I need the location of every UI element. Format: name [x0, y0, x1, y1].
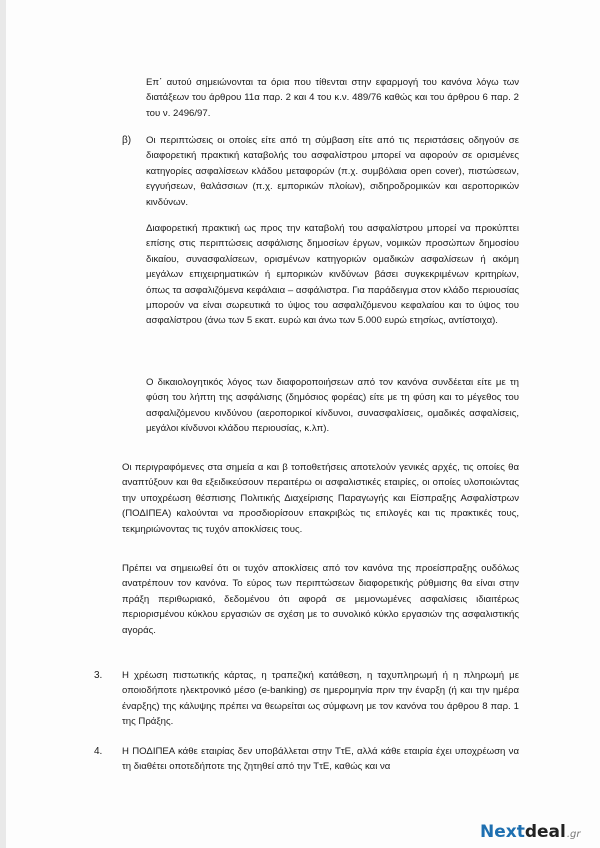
nextdeal-logo — [480, 822, 581, 842]
item-marker-b: β) — [122, 135, 132, 146]
logo-part-deal: deal — [524, 822, 566, 842]
paragraph-podipea: Η ΠΟΔΙΠΕΑ κάθε εταιρίας δεν υποβάλλεται στην ΤτΕ, αλλά κάθε εταιρία έχει υποχρέωση να τη διαθέτει οποτεδήποτε της ζητηθεί από την ΤτΕ, καθώς και να — [122, 746, 519, 773]
paragraph-general-principles: Οι περιγραφόμενες στα σημεία α και β τοποθετήσεις αποτελούν γενικές αρχές, τις οποίες θα αναπτύξουν και θα εξειδικεύσουν περαιτέρω οι ασφαλιστικές εταιρίες, οι οποίες υλοποιώντας την υποχρέωση θέσπισης Πολιτικής Διαχείρισης Παραγωγής και Είσπραξης Ασφαλίστρων (ΠΟΔΙΠΕΑ) καλούνται να προσδιορίσουν επακριβώς τις επιλογές και τις πρακτικές τους, τεκμηριώνοντας τις τυχόν αποκλίσεις τους. — [122, 462, 519, 535]
item-marker-4: 4. — [94, 746, 103, 757]
item-marker-3: 3. — [94, 670, 103, 681]
logo-part-next: Next — [480, 822, 525, 842]
paragraph-practice: Διαφορετική πρακτική ως προς την καταβολή του ασφαλίστρου μπορεί να προκύπτει επίσης στις περιπτώσεις ασφάλισης δημοσίων έργων, νομικών προσώπων δημοσίου δικαίου, συνασφαλίσεων, ορισμένων κατηγοριών ομαδικών ασφαλίσεων ή ακόμη μεγάλων επιχειρηματικών ή εμπορικών κινδύνων βάσει συγκεκριμένων κριτηρίων, όπως τα ασφαλιζόμενα κεφάλαια – ασφάλιστρα. Για παράδειγμα στον κλάδο περιουσίας μπορούν να είναι σωρευτικά το ύψος του ασφαλιζόμενου κεφαλαίου και το ύψος του ασφαλίστρου (άνω των 5 εκατ. ευρώ και άνω των 5.000 ευρώ ετησίως, αντίστοιχα). — [146, 223, 519, 327]
paragraph-cases: Οι περιπτώσεις οι οποίες είτε από τη σύμβαση είτε από τις περιστάσεις οδηγούν σε διαφορετική πρακτική καταβολής του ασφαλίστρου μπορεί να αφορούν σε ορισμένες κατηγορίες ασφαλίσεων κλάδου μεταφορών (π.χ. συμβόλαια open cover), πιστώσεων, εγγυήσεων, θαλάσσιων (π.χ. εμπορικών πλοίων), σιδηροδρομικών και αεροπορικών κινδύνων. — [146, 135, 519, 208]
paragraph-justification: Ο δικαιολογητικός λόγος των διαφοροποιήσεων από τον κανόνα συνδέεται είτε με τη φύση του λήπτη της ασφάλισης (δημόσιος φορέας) είτε με τη φύση και το μέγεθος του ασφαλιζόμενου κινδύνου (αεροπορικοί κίνδυνοι, συνασφαλίσεις, ομαδικές ασφαλίσεις, μεγάλοι κίνδυνοι κλάδου περιουσίας, κ.λπ). — [146, 377, 519, 435]
logo-suffix: .gr — [566, 829, 581, 840]
paragraph-deviations: Πρέπει να σημειωθεί ότι οι τυχόν αποκλίσεις από τον κανόνα της προείσπραξης ουδόλως ανατρέπουν τον κανόνα. Το εύρος των περιπτώσεων διαφορετικής ρύθμισης θα είναι στην πράξη περιθωριακό, δεδομένου ότι αφορά σε μεμονωμένες ασφαλίσεις ιδιαιτέρως περιορισμένου κύκλου εργασιών σε σχέση με το συνολικό κύκλο εργασιών της ασφαλιστικής αγοράς. — [122, 563, 519, 636]
paragraph-limits: Επ΄ αυτού σημειώνονται τα όρια που τίθενται στην εφαρμογή του κανόνα λόγω των διατάξεων του άρθρου 11α παρ. 2 και 4 του κ.ν. 489/76 καθώς και του άρθρου 6 παρ. 2 του ν. 2496/97. — [146, 77, 519, 119]
paragraph-payment-methods: Η χρέωση πιστωτικής κάρτας, η τραπεζική κατάθεση, η ταχυπληρωμή ή η πληρωμή με οποιοδήποτε ηλεκτρονικό μέσο (e-banking) σε ημερομηνία πριν την έναρξη (ή και την ημέρα έναρξης) της κάλυψης πρέπει να θεωρείται ως σύμφωνη με τον κανόνα του άρθρου 8 παρ. 1 της Πράξης. — [122, 670, 519, 728]
scan-edge — [0, 0, 6, 848]
